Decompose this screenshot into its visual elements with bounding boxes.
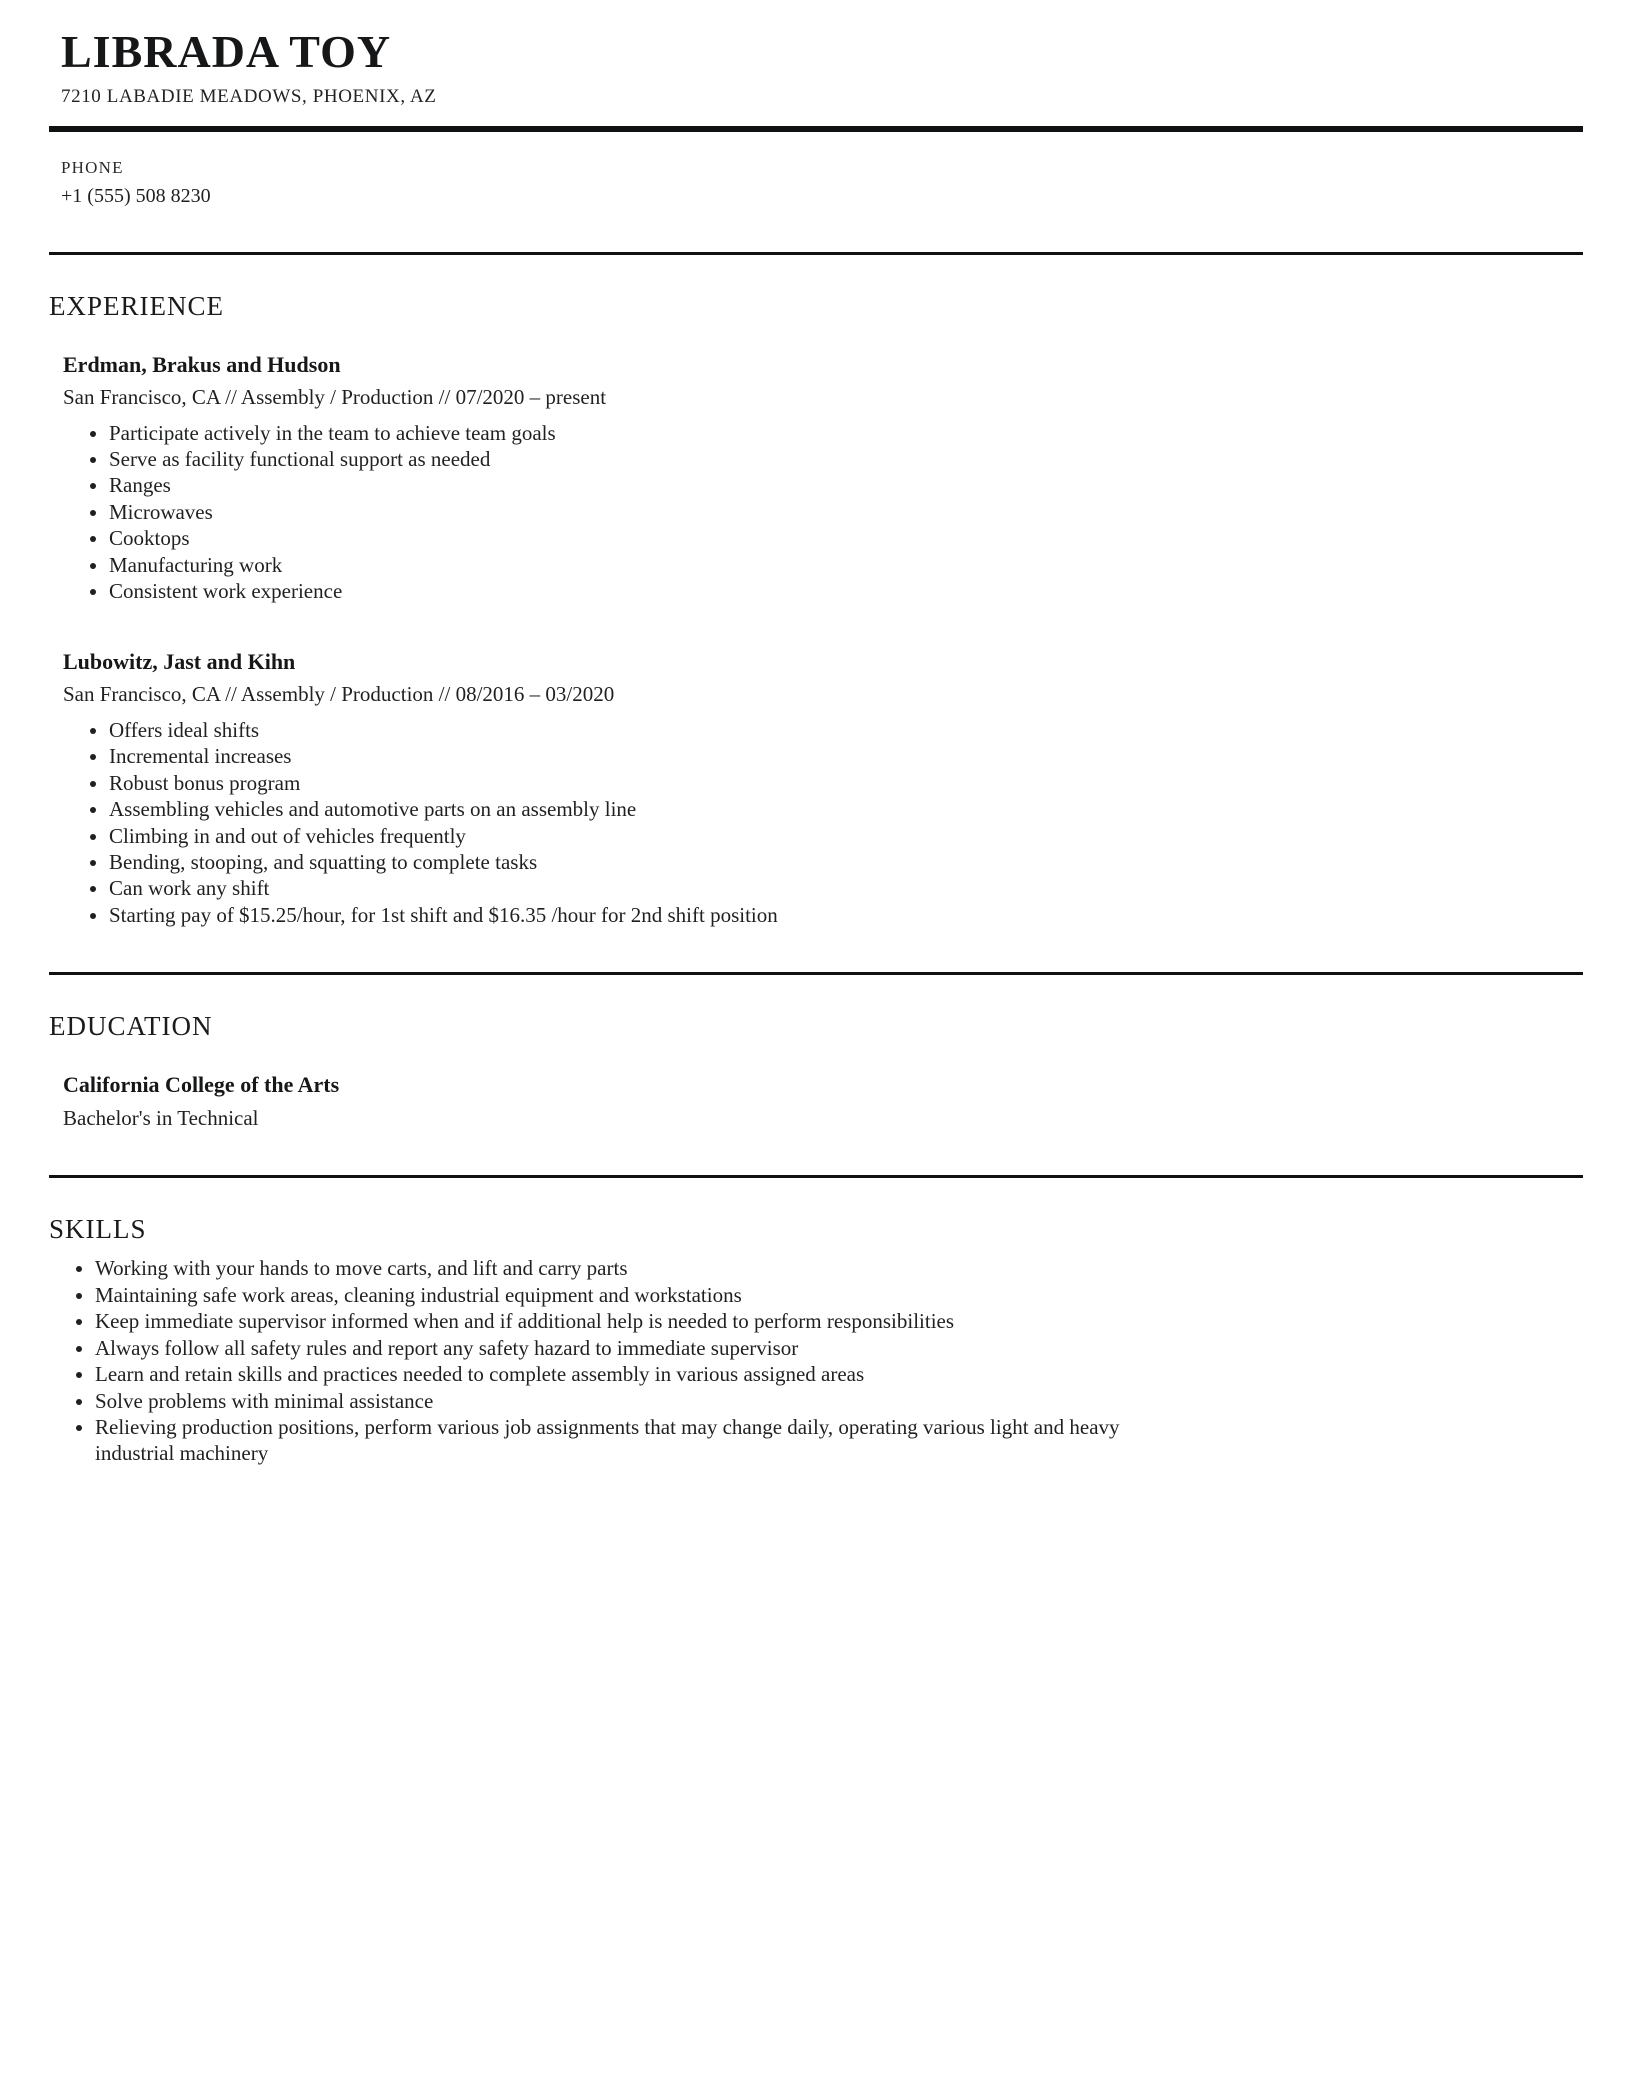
contact-divider bbox=[49, 252, 1583, 255]
skills-title: SKILLS bbox=[49, 1214, 147, 1245]
experience-title: EXPERIENCE bbox=[49, 290, 224, 321]
skill-bullet: • Solve problems with minimal assistance bbox=[95, 1388, 1189, 1414]
education-title: EDUCATION bbox=[49, 1011, 213, 1042]
job-bullet: • Incremental increases bbox=[109, 743, 1203, 769]
job-bullet: • Bending, stooping, and squatting to complete tasks bbox=[109, 849, 1203, 875]
job-company: Lubowitz, Jast and Kihn bbox=[63, 648, 296, 674]
skill-bullet: • Keep immediate supervisor informed when and if additional help is needed to perform responsibilities bbox=[95, 1308, 1189, 1334]
job-bullet: • Cooktops bbox=[109, 525, 1203, 551]
job-bullet: • Can work any shift bbox=[109, 875, 1203, 901]
experience-divider bbox=[49, 972, 1583, 975]
job-bullet: • Participate actively in the team to achieve team goals bbox=[109, 420, 1203, 446]
job-meta: San Francisco, CA // Assembly / Production // 08/2016 – 03/2020 bbox=[63, 681, 615, 706]
skills-section bbox=[49, 1214, 1583, 1467]
job-company: Erdman, Brakus and Hudson bbox=[63, 351, 341, 377]
experience-jobs bbox=[49, 352, 1583, 929]
skill-bullet: • Relieving production positions, perform various job assignments that may change daily, operating various light and heavy industrial machinery bbox=[95, 1414, 1189, 1467]
person-name: LIBRADA TOY bbox=[61, 26, 392, 77]
phone-label: PHONE bbox=[61, 157, 124, 177]
education-section bbox=[49, 1011, 1583, 1131]
job-meta: San Francisco, CA // Assembly / Production // 07/2020 – present bbox=[63, 384, 607, 409]
job-entry bbox=[49, 649, 1583, 929]
phone-value: +1 (555) 508 8230 bbox=[61, 184, 211, 207]
skill-bullet: • Working with your hands to move carts, and lift and carry parts bbox=[95, 1255, 1189, 1281]
job-bullet: • Starting pay of $15.25/hour, for 1st shift and $16.35 /hour for 2nd shift position bbox=[109, 902, 1203, 928]
experience-section bbox=[49, 291, 1583, 929]
job-bullet: • Assembling vehicles and automotive parts on an assembly line bbox=[109, 796, 1203, 822]
job-bullet: • Offers ideal shifts bbox=[109, 717, 1203, 743]
job-bullet: • Microwaves bbox=[109, 499, 1203, 525]
header-divider bbox=[49, 126, 1583, 132]
job-bullet: • Ranges bbox=[109, 472, 1203, 498]
job-entry bbox=[49, 352, 1583, 605]
person-address: 7210 LABADIE MEADOWS, PHOENIX, AZ bbox=[61, 85, 437, 107]
skill-bullet: • Maintaining safe work areas, cleaning industrial equipment and workstations bbox=[95, 1282, 1189, 1308]
education-divider bbox=[49, 1175, 1583, 1178]
resume-header bbox=[49, 26, 1583, 108]
skills-list bbox=[49, 1255, 1189, 1467]
skill-bullet: • Learn and retain skills and practices needed to complete assembly in various assigned areas bbox=[95, 1361, 1189, 1387]
job-bullet: • Consistent work experience bbox=[109, 578, 1203, 604]
contact-section bbox=[49, 158, 1583, 208]
skill-bullet: • Always follow all safety rules and report any safety hazard to immediate supervisor bbox=[95, 1335, 1189, 1361]
job-bullet: • Serve as facility functional support as needed bbox=[109, 446, 1203, 472]
job-bullets bbox=[63, 717, 1203, 929]
degree-name: Bachelor's in Technical bbox=[63, 1106, 259, 1131]
job-bullets bbox=[63, 420, 1203, 605]
job-bullet: • Manufacturing work bbox=[109, 552, 1203, 578]
job-bullet: • Climbing in and out of vehicles frequently bbox=[109, 823, 1203, 849]
job-bullet: • Robust bonus program bbox=[109, 770, 1203, 796]
school-name: California College of the Arts bbox=[63, 1072, 340, 1098]
